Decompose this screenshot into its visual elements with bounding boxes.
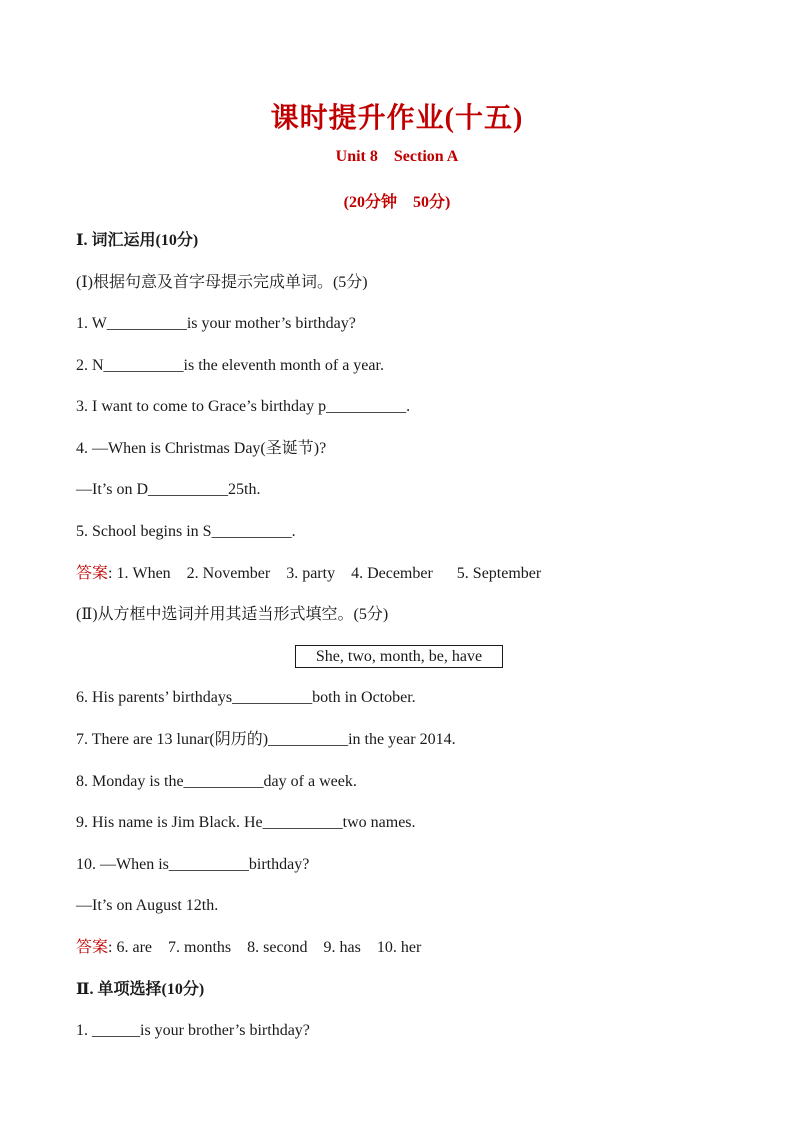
part2-answer [76, 938, 421, 958]
answer-text: : 6. are 7. months 8. second 9. has 10. her [108, 939, 422, 956]
question-7: 7. There are 13 lunar(阴历的)__________in the year 2014. [76, 731, 456, 748]
section2-heading: Ⅱ. 单项选择(10分) [76, 981, 205, 998]
question-10: 10. —When is__________birthday? [76, 856, 310, 873]
question-3: 3. I want to come to Grace’s birthday p__________. [76, 398, 411, 415]
answer-label: 答案 [76, 939, 109, 956]
question-6: 6. His parents’ birthdays__________both in October. [76, 689, 416, 706]
answer-label: 答案 [76, 565, 109, 582]
part2-instruction: (Ⅱ)从方框中选词并用其适当形式填空。(5分) [76, 606, 389, 623]
choice-question-1: 1. ______is your brother’s birthday? [76, 1022, 310, 1039]
unit-subtitle: Unit 8 Section A [335, 148, 459, 165]
time-score-subtitle: (20分钟 50分) [343, 194, 451, 211]
page-title: 课时提升作业(十五) [270, 103, 524, 134]
question-4-reply: —It’s on D__________25th. [76, 481, 261, 498]
word-box: She, two, month, be, have [295, 645, 503, 668]
section1-heading: Ⅰ. 词汇运用(10分) [76, 232, 199, 249]
question-4: 4. —When is Christmas Day(圣诞节)? [76, 440, 327, 457]
question-10-reply: —It’s on August 12th. [76, 897, 219, 914]
question-1: 1. W__________is your mother’s birthday? [76, 315, 356, 332]
question-9: 9. His name is Jim Black. He__________two names. [76, 814, 416, 831]
question-2: 2. N__________is the eleventh month of a year. [76, 357, 384, 374]
answer-text: : 1. When 2. November 3. party 4. December 5. September [108, 565, 542, 582]
part1-instruction: (Ⅰ)根据句意及首字母提示完成单词。(5分) [76, 274, 368, 291]
part1-answer [76, 564, 541, 584]
question-5: 5. School begins in S__________. [76, 523, 296, 540]
question-8: 8. Monday is the__________day of a week. [76, 773, 357, 790]
